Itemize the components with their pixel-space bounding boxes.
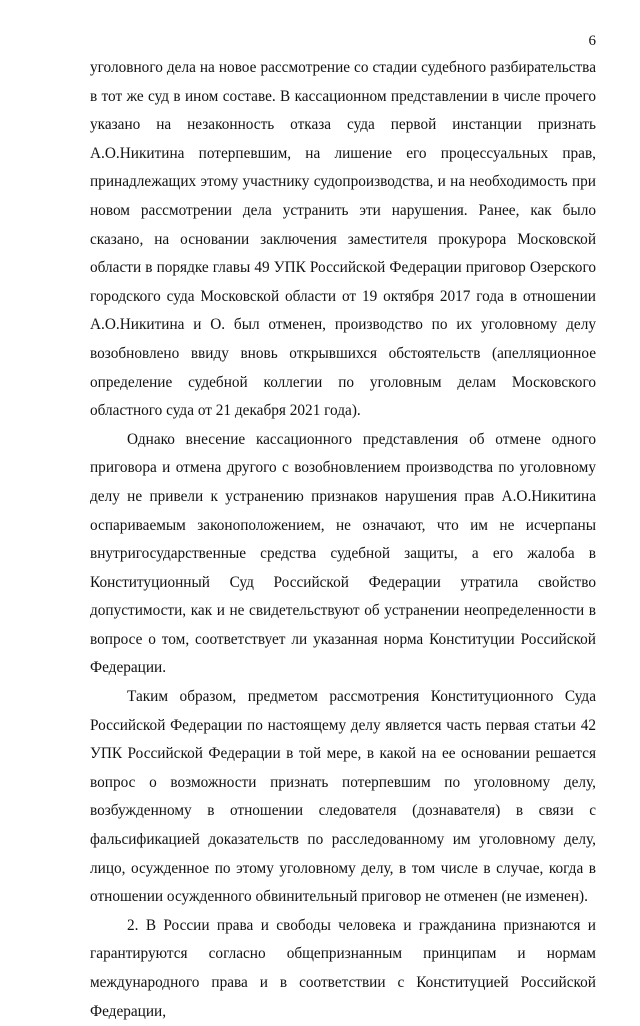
paragraph-cassation: Однако внесение кассационного представления об отмене одного приговора и отмена другого с возобновлением производства по уголовному делу не привели к устранению признаков нарушения прав А.О.Никитина оспариваемым законоположением, не означают, что им не исчерпаны внутригосударственные средства судебной защиты, а его жалоба в Конституционный Суд Российской Федерации утратила свойство допустимости, как и не свидетельствуют об устранении неопределенности в вопросе о том, соответствует ли указанная норма Конституции Российской Федерации. [90,430,596,677]
paragraph-subject: Таким образом, предметом рассмотрения Конституционного Суда Российской Федерации по настоящему делу является часть первая статьи 42 УПК Российской Федерации в той мере, в какой на ее основании решается вопрос о возможности признать потерпевшим по уголовному делу, возбужденному в отношении следователя (дознавателя) в связи с фальсификацией доказательств по расследованному им уголовному делу, лицо, осужденное по этому уголовному делу, в том числе в случае, когда в отношении осужденного обвинительный приговор не отменен (не изменен). [90,688,596,906]
document-body [90,54,596,1026]
paragraph-section-2: 2. В России права и свободы человека и гражданина признаются и гарантируются согласно общепризнанным принципам и нормам международного права и в соответствии с Конституцией Российской Федерации, [90,916,596,1020]
page-number: 6 [588,33,596,49]
paragraph-continuation: уголовного дела на новое рассмотрение со стадии судебного разбирательства в тот же суд в ином составе. В кассационном представлении в числе прочего указано на незаконность отказа суда первой инстанции признать А.О.Никитина потерпевшим, на лишение его процессуальных прав, принадлежащих этому участнику судопроизводства, и на необходимость при новом рассмотрении дела устранить эти нарушения. Ранее, как было сказано, на основании заключения заместителя прокурора Московской области в порядке главы 49 УПК Российской Федерации приговор Озерского городского суда Московской области от 19 октября 2017 года в отношении А.О.Никитина и О. был отменен, производство по их уголовному делу возобновлено ввиду вновь открывшихся обстоятельств (апелляционное определение судебной коллегии по уголовным делам Московского областного суда от 21 декабря 2021 года). [90,59,596,420]
